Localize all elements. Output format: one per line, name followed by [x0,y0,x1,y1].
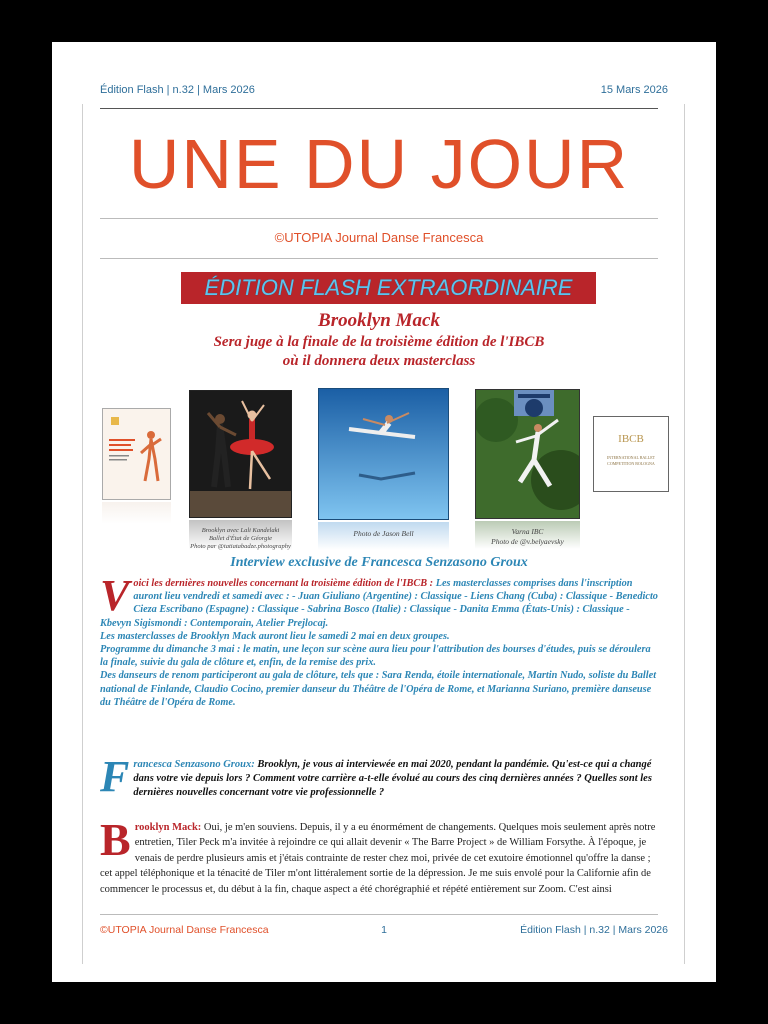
caption1-line3: Photo par @tatiatabadze.photography [190,543,291,550]
answer-paragraph [100,820,658,908]
intro-dropcap: V [100,571,130,620]
masthead-rule-bottom [100,258,658,259]
left-margin-rule [82,104,83,964]
logo-line-1: INTERNATIONAL BALLET [606,455,656,460]
caption1-line1: Brooklyn avec Lali Kandelaki [201,527,280,534]
right-margin-rule [684,104,685,964]
intro-text1: Les masterclasses comprises dans l'inscription auront lieu vendredi et samedi avec : - Juan Giuliano (Argentine) : Classique - Liens Chang (Cuba) : Classique - Benedicto Cieza Escribano (Espagne) : Classique - Sabrina Bosco (Italie) : Classique - Danita Emma (États-Unis) : Classique - Kbevyn Sigismondi : Contemporain, Atelier Prejlocaj. [100,578,658,629]
question-dropcap: F [100,752,130,801]
answer-who: rooklyn Mack: [134,822,204,833]
header-edition: Édition Flash | n.32 | Mars 2026 [100,84,255,96]
intro-paragraph [100,571,658,709]
question-who: rancesca Senzasono Groux: [133,759,258,770]
answer-text: Oui, je m'en souviens. Depuis, il y a eu énormément de changements. Quelques mois seulement après notre entretien, Tiler Peck m'a invitée à rejoindre ce qui allait devenir « The Barre Project » de William Forsythe. À l'époque, je venais de perdre plusieurs amis et j'étais contrainte de rester chez moi, privée de cet exutoire émotionnel qu'offre la danse ; cet appel téléphonique et la ténacité de Tiler m'ont littéralement sortie de la dépression. Je me suis envolé pour la Californie afin de commencer le processus et, du début à la fin, chaque aspect a été chorégraphié et répété entièrement sur Zoom. C'est ainsi [100,822,656,895]
headline-line1: Sera juge à la finale de la troisième édition de l'IBCB [213,334,545,350]
intro-text3: Programme du dimanche 3 mai : le matin, une leçon sur scène aura lieu pour l'attribution des bourses d'études, puis se déroulera la finale, suivie du gala de clôture et, enfin, de la remise des prix. [100,644,651,669]
caption1-line2: Ballet d'État de Géorgie [208,535,273,542]
photo-mack-kandelaki [189,390,292,518]
flash-banner: ÉDITION FLASH EXTRAORDINAIRE [181,272,596,304]
masthead-title: UNE DU JOUR [128,125,630,203]
photo3-caption: Photo de Jason Bell [353,529,414,538]
footer-page-number: 1 [381,924,387,936]
page [52,42,716,982]
question-paragraph [100,752,658,801]
poster-image [102,408,171,500]
footer-edition: Édition Flash | n.32 | Mars 2026 [520,924,668,936]
caption3-line2: Photo de @v.belyaevsky [491,537,564,546]
question-text: Brooklyn, je vous ai interviewée en mai 2020, pendant la pandémie. Qu'est-ce qui a changé dans votre vie depuis lors ? Comment votre carrière a-t-elle évolué au cours des cinq dernières années ? Quelles sont les dernières nouvelles concernant votre vie professionnelle ? [133,759,652,798]
ibcb-logo [593,416,669,492]
logo-mark: IBCB [618,433,644,445]
footer-brand: ©UTOPIA Journal Danse Francesca [100,924,269,936]
photo-varna-ibc [475,389,580,519]
intro-lead: oici les dernières nouvelles concernant la troisième édition de l'IBCB : [133,578,436,589]
photo2-caption [189,527,292,551]
photo-leap-jason-bell [318,388,449,520]
intro-text4: Des danseurs de renom participeront au gala de clôture, tels que : Sara Renda, étoile internationale, Martin Nudo, soliste du Ballet national de Finlande, Claudio Cocino, premier danseur du Théâtre de l'Opéra de Rome, et Marianna Suriano, première danseuse du Théâtre de l'Opéra de Rome. [100,670,657,708]
answer-dropcap: B [100,820,131,865]
caption3-line1: Varna IBC [511,527,544,536]
interview-title: Interview exclusive de Francesca Senzasono Groux [230,555,528,570]
intro-text2: Les masterclasses de Brooklyn Mack auront lieu le samedi 2 mai en deux groupes. [100,630,450,642]
header-rule [100,108,658,109]
masthead-rule-top [100,218,658,219]
poster-reflection [102,502,171,524]
logo-line-2: COMPETITION BOLOGNA [607,461,655,466]
photo4-caption [475,527,580,547]
header-date: 15 Mars 2026 [600,84,668,96]
footer-rule [100,914,658,915]
headline-line2: où il donnera deux masterclass [282,353,476,369]
headline-name: Brooklyn Mack [318,310,440,331]
masthead-brand: ©UTOPIA Journal Danse Francesca [274,230,484,245]
